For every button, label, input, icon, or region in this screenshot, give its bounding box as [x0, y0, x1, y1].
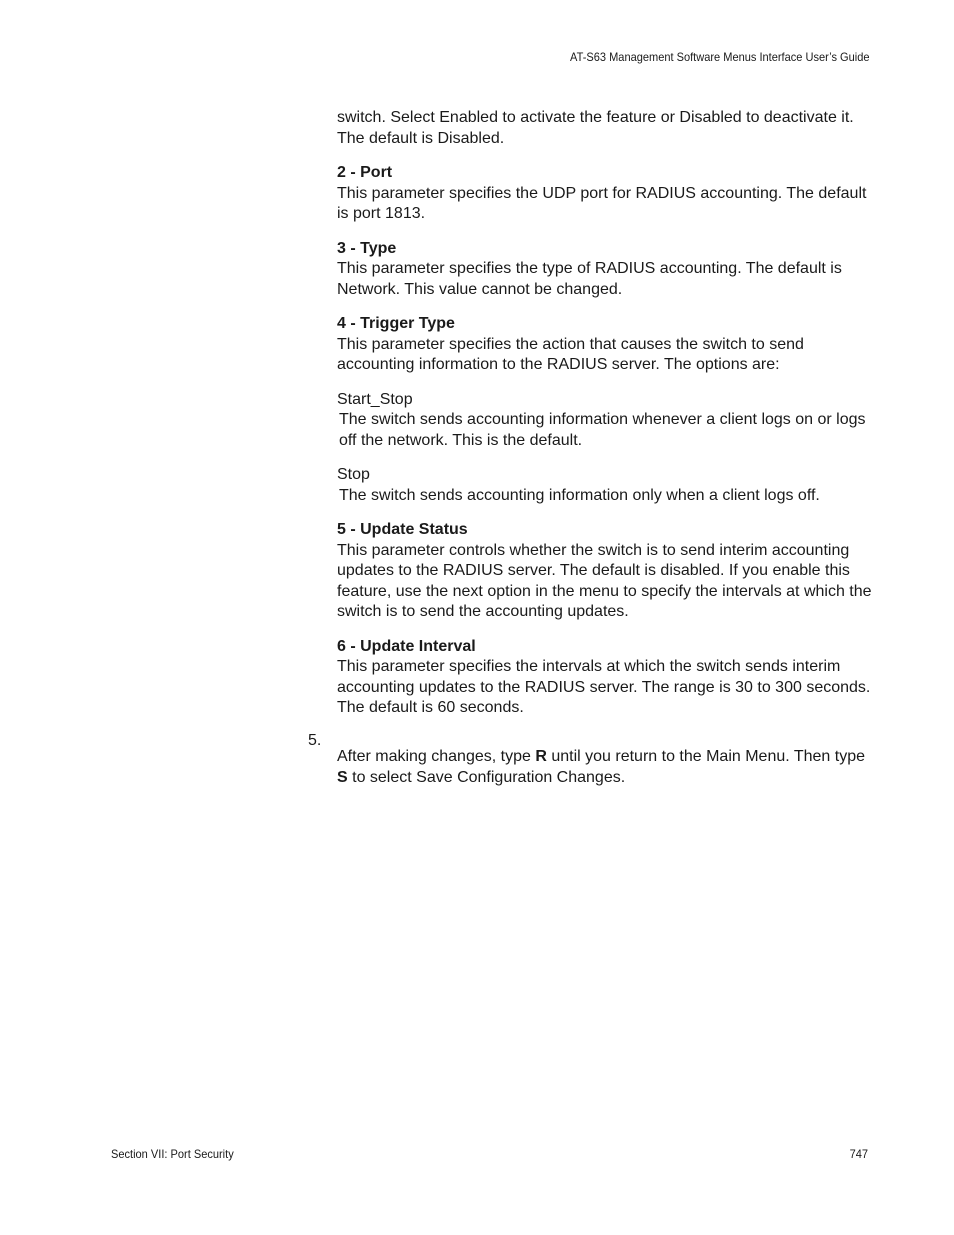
param-title: 2 - Port [337, 164, 393, 181]
param-description: This parameter specifies the intervals at which the switch sends interim accounting updates to the RADIUS server. The range is 30 to 300 seconds. The default is 60 seconds. [337, 658, 871, 716]
running-header: AT-S63 Management Software Menus Interface User’s Guide [569, 50, 869, 64]
step-text-part: After making changes, type [337, 748, 536, 765]
key-r: R [535, 748, 547, 765]
param-title: 5 - Update Status [337, 521, 468, 538]
option-description: The switch sends accounting information only when a client logs off. [339, 486, 820, 504]
option-name: Stop [337, 466, 370, 483]
param-title: 4 - Trigger Type [337, 315, 455, 332]
page-content [337, 108, 872, 733]
param-title: 6 - Update Interval [337, 637, 476, 655]
step-text [337, 746, 872, 788]
step-text-part: to select Save Configuration Changes. [347, 769, 626, 786]
param-description: This parameter specifies the type of RADIUS accounting. The default is Network. This value cannot be changed. [337, 260, 842, 298]
param-description: This parameter specifies the action that causes the switch to send accounting information to the RADIUS server. The options are: [337, 335, 804, 373]
page-number: 747 [849, 1147, 868, 1161]
option-start-stop [337, 390, 872, 452]
param-update-interval [337, 637, 872, 719]
intro-paragraph: switch. Select Enabled to activate the feature or Disabled to deactivate it. The default is Disabled. [337, 109, 854, 147]
step-number: 5. [308, 732, 322, 749]
param-trigger-type [337, 314, 872, 376]
key-s: S [337, 769, 348, 786]
option-description: The switch sends accounting information whenever a client logs on or logs off the network. This is the default. [339, 411, 866, 449]
footer-section: Section VII: Port Security [111, 1147, 234, 1161]
step-text-part: until you return to the Main Menu. Then type [546, 748, 865, 765]
param-port [337, 163, 872, 225]
param-type [337, 239, 872, 301]
param-description: This parameter specifies the UDP port for RADIUS accounting. The default is port 1813. [337, 184, 867, 222]
option-stop [337, 465, 872, 506]
param-update-status [337, 520, 872, 623]
procedure-step [308, 730, 872, 804]
param-title: 3 - Type [337, 239, 397, 257]
option-name: Start_Stop [337, 390, 413, 408]
param-description: This parameter controls whether the switch is to send interim accounting updates to the RADIUS server. The default is disabled. If you enable this feature, use the next option in the menu to specify the intervals at which the switch is to send the accounting updates. [337, 541, 872, 620]
